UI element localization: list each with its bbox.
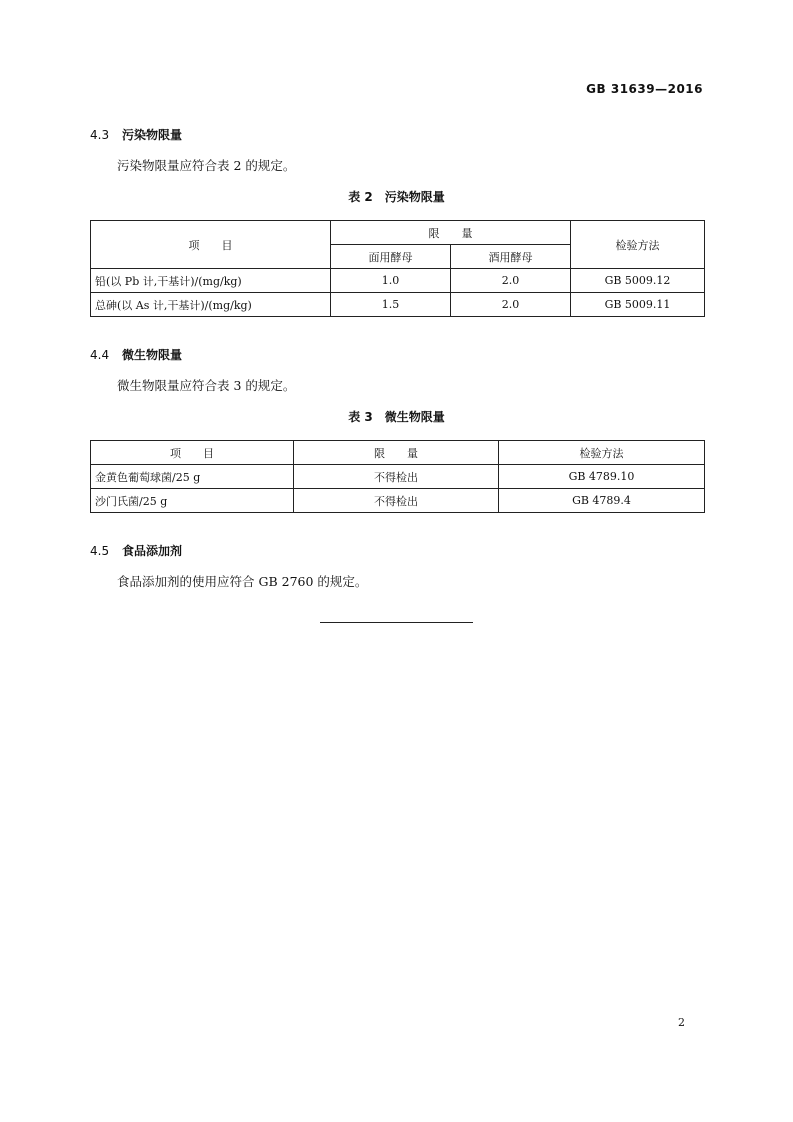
table-row [91,465,705,489]
section-heading-4-4 [90,346,182,363]
col-header-method: 检验方法 [571,221,705,269]
col-header-item: 项 目 [91,441,294,465]
row-value: 2.0 [451,269,571,293]
table-row [91,293,705,317]
section-heading-4-3 [90,126,182,143]
table-microbial-limits [90,440,705,513]
page-number: 2 [678,1016,685,1029]
section-heading-4-5 [90,542,182,559]
row-item: 铅(以 Pb 计,干基计)/(mg/kg) [91,269,331,293]
section-text-4-3: 污染物限量应符合表 2 的规定。 [117,158,296,173]
section-number: 4.4 [90,348,110,362]
col-header-bread-yeast: 面用酵母 [331,245,451,269]
table-row [91,269,705,293]
section-title: 污染物限量 [122,128,183,142]
row-method: GB 5009.11 [571,293,705,317]
row-method: GB 4789.10 [499,465,705,489]
row-limit: 不得检出 [294,465,499,489]
row-method: GB 5009.12 [571,269,705,293]
row-item: 金黄色葡萄球菌/25 g [91,465,294,489]
col-header-limit: 限 量 [294,441,499,465]
col-header-method: 检验方法 [499,441,705,465]
section-number: 4.5 [90,544,110,558]
section-text-4-5: 食品添加剂的使用应符合 GB 2760 的规定。 [117,574,368,589]
row-value: 1.0 [331,269,451,293]
section-title: 微生物限量 [122,348,183,362]
table-contaminant-limits [90,220,705,317]
row-value: 1.5 [331,293,451,317]
table-caption-3: 表 3 微生物限量 [348,410,445,424]
row-method: GB 4789.4 [499,489,705,513]
end-rule [320,622,473,623]
col-header-limit: 限 量 [331,221,571,245]
row-item: 沙门氏菌/25 g [91,489,294,513]
table-caption-2: 表 2 污染物限量 [348,190,445,204]
standard-code: GB 31639—2016 [586,82,703,96]
section-number: 4.3 [90,128,110,142]
row-value: 2.0 [451,293,571,317]
row-item: 总砷(以 As 计,干基计)/(mg/kg) [91,293,331,317]
col-header-wine-yeast: 酒用酵母 [451,245,571,269]
table-row [91,489,705,513]
section-text-4-4: 微生物限量应符合表 3 的规定。 [117,378,296,393]
col-header-item: 项 目 [91,221,331,269]
section-title: 食品添加剂 [122,544,183,558]
row-limit: 不得检出 [294,489,499,513]
